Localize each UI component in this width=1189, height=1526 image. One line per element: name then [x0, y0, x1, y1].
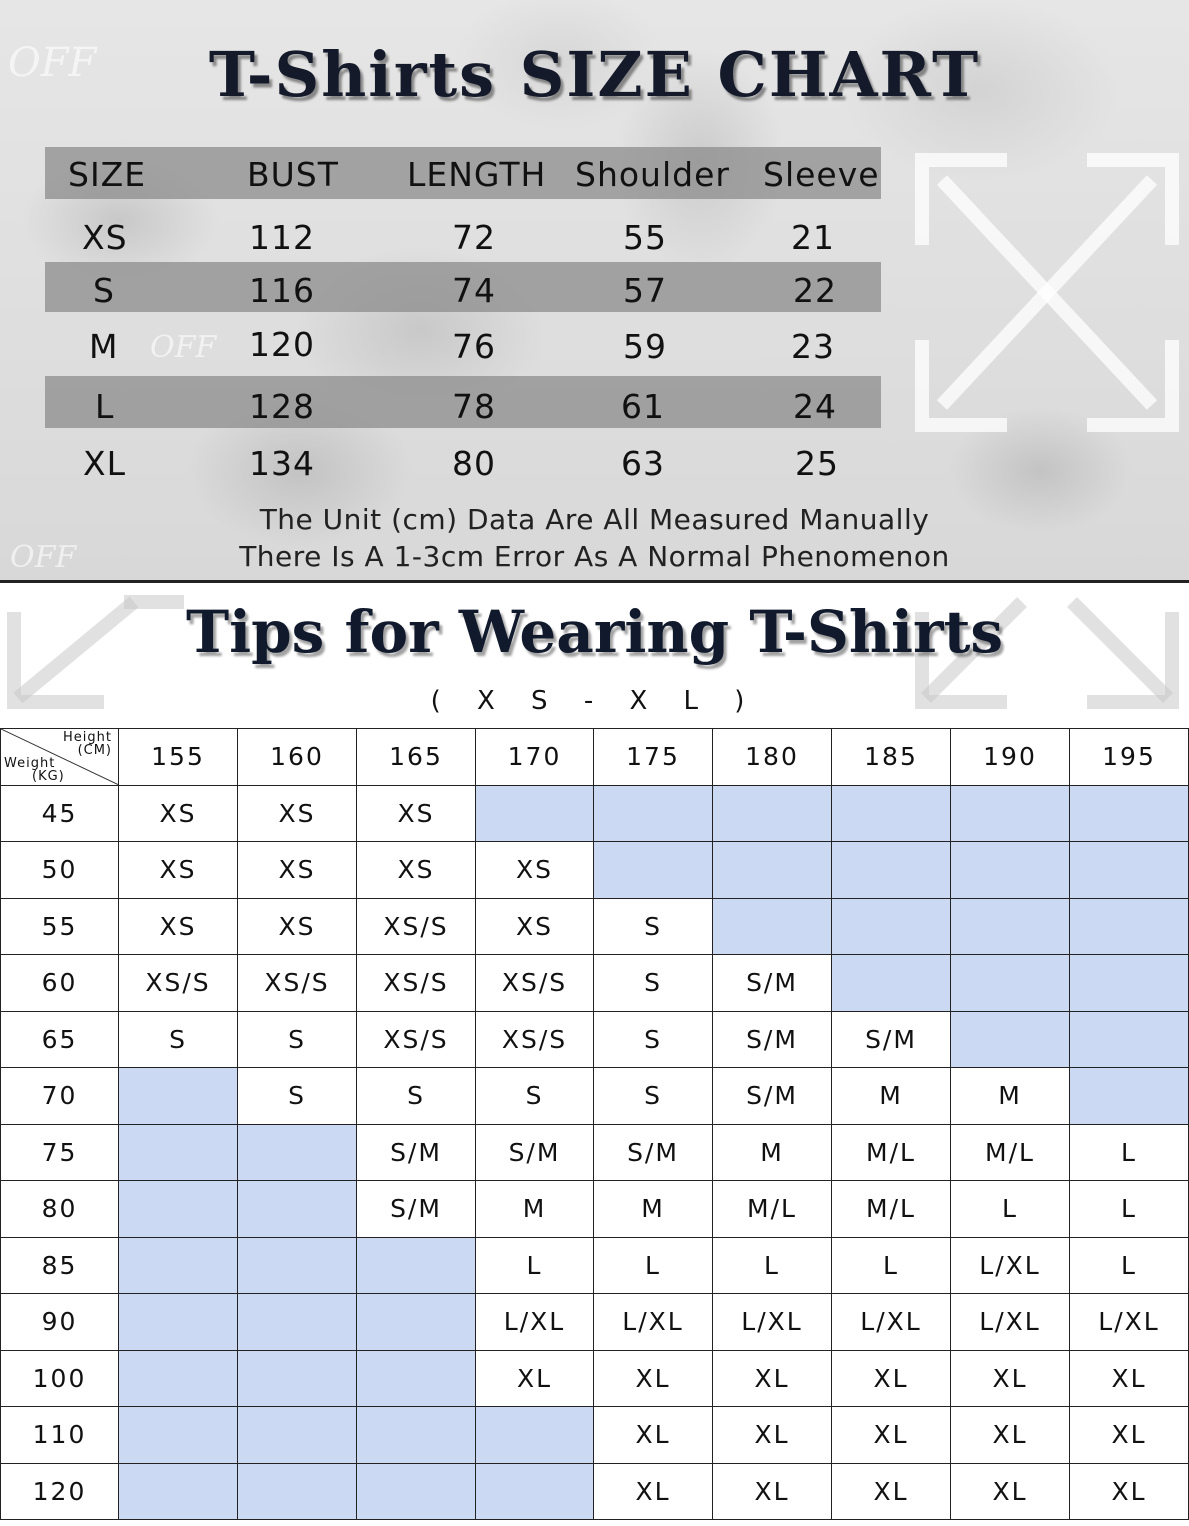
empty-cell: [951, 1011, 1070, 1068]
weight-cell: 120: [1, 1463, 119, 1520]
size-cell: L: [1070, 1237, 1189, 1294]
size-cell: XS: [238, 842, 357, 899]
size-cell: XL: [594, 1463, 713, 1520]
weight-cell: 45: [1, 785, 119, 842]
corner-weight-unit: (KG): [32, 768, 65, 784]
table-row: [1, 1350, 1189, 1407]
empty-cell: [832, 842, 951, 899]
size-cell: XS/S: [357, 898, 476, 955]
bust-value: 112: [249, 218, 315, 257]
empty-cell: [832, 898, 951, 955]
size-cell: XS: [119, 785, 238, 842]
sleeve-value: 22: [793, 271, 837, 310]
weight-cell: 85: [1, 1237, 119, 1294]
size-cell: XS/S: [238, 955, 357, 1012]
header-size: SIZE: [68, 155, 147, 194]
size-cell: M/L: [713, 1181, 832, 1238]
size-label: L: [95, 387, 115, 426]
height-header-cell: 170: [476, 729, 594, 786]
size-cell: XS/S: [357, 1011, 476, 1068]
empty-cell: [1070, 1011, 1189, 1068]
empty-cell: [832, 955, 951, 1012]
header-shoulder: Shoulder: [575, 155, 730, 194]
size-cell: L: [713, 1237, 832, 1294]
empty-cell: [238, 1463, 357, 1520]
size-cell: XS: [238, 785, 357, 842]
size-cell: XS: [119, 898, 238, 955]
size-cell: M: [476, 1181, 594, 1238]
weight-cell: 110: [1, 1407, 119, 1464]
weight-cell: 90: [1, 1294, 119, 1351]
shoulder-value: 57: [623, 271, 667, 310]
size-cell: M: [594, 1181, 713, 1238]
empty-cell: [238, 1124, 357, 1181]
weight-cell: 55: [1, 898, 119, 955]
size-cell: XL: [594, 1350, 713, 1407]
measurement-note: The Unit (cm) Data Are All Measured Manually: [259, 503, 930, 536]
height-header-cell: 185: [832, 729, 951, 786]
empty-cell: [119, 1068, 238, 1125]
size-cell: L/XL: [594, 1294, 713, 1351]
height-header-cell: 195: [1070, 729, 1189, 786]
size-cell: S: [238, 1011, 357, 1068]
error-note: There Is A 1-3cm Error As A Normal Phenomenon: [239, 540, 950, 573]
weight-cell: 60: [1, 955, 119, 1012]
size-cell: S/M: [476, 1124, 594, 1181]
size-cell: XS/S: [357, 955, 476, 1012]
weight-cell: 65: [1, 1011, 119, 1068]
sleeve-value: 24: [793, 387, 837, 426]
size-cell: XL: [713, 1463, 832, 1520]
size-cell: XS/S: [476, 955, 594, 1012]
sleeve-value: 25: [795, 444, 839, 483]
size-cell: XL: [594, 1407, 713, 1464]
size-cell: M/L: [832, 1124, 951, 1181]
sleeve-value: 23: [791, 327, 835, 366]
shoulder-value: 63: [621, 444, 665, 483]
length-value: 74: [452, 271, 496, 310]
size-cell: L/XL: [832, 1294, 951, 1351]
empty-cell: [357, 1463, 476, 1520]
size-cell: L/XL: [951, 1294, 1070, 1351]
size-cell: L/XL: [476, 1294, 594, 1351]
size-range: ( X S - X L ): [430, 686, 759, 716]
empty-cell: [951, 898, 1070, 955]
corner-height-unit: (CM): [77, 743, 112, 758]
empty-cell: [951, 842, 1070, 899]
empty-cell: [1070, 955, 1189, 1012]
height-header-cell: 155: [119, 729, 238, 786]
size-cell: XL: [1070, 1350, 1189, 1407]
empty-cell: [357, 1294, 476, 1351]
size-cell: XS/S: [119, 955, 238, 1012]
height-header-cell: 160: [238, 729, 357, 786]
tips-title: Tips for Wearing T-Shirts: [185, 598, 1004, 666]
empty-cell: [119, 1181, 238, 1238]
size-label: XS: [82, 218, 128, 257]
empty-cell: [832, 785, 951, 842]
weight-cell: 70: [1, 1068, 119, 1125]
size-cell: M: [713, 1124, 832, 1181]
size-cell: XL: [476, 1350, 594, 1407]
empty-cell: [357, 1350, 476, 1407]
corner-height: [63, 731, 112, 757]
size-cell: M: [832, 1068, 951, 1125]
size-cell: L/XL: [713, 1294, 832, 1351]
size-cell: XL: [832, 1463, 951, 1520]
empty-cell: [238, 1350, 357, 1407]
empty-cell: [476, 785, 594, 842]
size-cell: XS: [238, 898, 357, 955]
size-cell: L: [1070, 1181, 1189, 1238]
size-label: M: [89, 327, 119, 366]
page-title: T-Shirts SIZE CHART: [208, 38, 981, 111]
size-cell: L: [476, 1237, 594, 1294]
size-cell: S/M: [594, 1124, 713, 1181]
length-value: 80: [452, 444, 496, 483]
bust-value: 116: [249, 271, 315, 310]
sleeve-value: 21: [791, 218, 835, 257]
size-cell: XS: [357, 842, 476, 899]
size-label: S: [93, 271, 115, 310]
watermark-logo: OFF: [150, 330, 217, 365]
size-cell: L/XL: [951, 1237, 1070, 1294]
cross-arrows-logo-icon: [912, 150, 1182, 435]
size-cell: M/L: [951, 1124, 1070, 1181]
table-row: [1, 1237, 1189, 1294]
table-row: [1, 842, 1189, 899]
size-cell: L: [951, 1181, 1070, 1238]
watermark-logo: OFF: [8, 40, 97, 86]
height-header-cell: 175: [594, 729, 713, 786]
empty-cell: [476, 1463, 594, 1520]
bust-value: 120: [249, 325, 315, 364]
weight-cell: 50: [1, 842, 119, 899]
corner-header: [1, 729, 119, 786]
size-cell: L: [1070, 1124, 1189, 1181]
size-cell: XS: [476, 842, 594, 899]
empty-cell: [119, 1350, 238, 1407]
empty-cell: [713, 842, 832, 899]
length-value: 72: [452, 218, 496, 257]
size-cell: S/M: [713, 1011, 832, 1068]
bust-value: 128: [249, 387, 315, 426]
length-value: 76: [452, 327, 496, 366]
empty-cell: [476, 1407, 594, 1464]
size-cell: XL: [1070, 1463, 1189, 1520]
table-row: [1, 898, 1189, 955]
height-header-cell: 190: [951, 729, 1070, 786]
height-header-cell: 180: [713, 729, 832, 786]
size-cell: M/L: [832, 1181, 951, 1238]
empty-cell: [119, 1294, 238, 1351]
empty-cell: [713, 898, 832, 955]
table-row: [1, 1181, 1189, 1238]
size-cell: S/M: [713, 955, 832, 1012]
size-cell: S: [594, 955, 713, 1012]
size-cell: S: [594, 1068, 713, 1125]
corner-height-label: Height: [63, 730, 112, 745]
empty-cell: [238, 1407, 357, 1464]
size-cell: S/M: [832, 1011, 951, 1068]
size-cell: L/XL: [1070, 1294, 1189, 1351]
header-sleeve: Sleeve: [763, 155, 880, 194]
table-row: [1, 1068, 1189, 1125]
section-divider: [0, 580, 1189, 583]
table-row: [1, 1463, 1189, 1520]
size-cell: S: [357, 1068, 476, 1125]
table-row: [1, 1011, 1189, 1068]
size-cell: XS: [357, 785, 476, 842]
empty-cell: [238, 1181, 357, 1238]
length-value: 78: [452, 387, 496, 426]
empty-cell: [594, 785, 713, 842]
table-row: [1, 1124, 1189, 1181]
size-chart-section: [0, 0, 1189, 582]
size-cell: S: [238, 1068, 357, 1125]
size-cell: S: [594, 1011, 713, 1068]
size-cell: XL: [713, 1407, 832, 1464]
watermark-logo: OFF: [10, 540, 77, 575]
empty-cell: [1070, 842, 1189, 899]
shoulder-value: 55: [623, 218, 667, 257]
corner-weight: [4, 757, 65, 783]
table-row: [1, 785, 1189, 842]
empty-cell: [713, 785, 832, 842]
header-length: LENGTH: [407, 155, 547, 194]
height-header-cell: 165: [357, 729, 476, 786]
size-cell: XS: [476, 898, 594, 955]
size-cell: XL: [713, 1350, 832, 1407]
table-row: [1, 955, 1189, 1012]
size-cell: L: [832, 1237, 951, 1294]
size-cell: XL: [951, 1463, 1070, 1520]
size-cell: XL: [951, 1350, 1070, 1407]
empty-cell: [238, 1294, 357, 1351]
size-cell: S/M: [357, 1181, 476, 1238]
size-cell: S: [476, 1068, 594, 1125]
empty-cell: [1070, 1068, 1189, 1125]
size-cell: S/M: [357, 1124, 476, 1181]
empty-cell: [1070, 898, 1189, 955]
empty-cell: [119, 1237, 238, 1294]
size-cell: L: [594, 1237, 713, 1294]
empty-cell: [119, 1124, 238, 1181]
size-cell: XL: [832, 1407, 951, 1464]
bust-value: 134: [249, 444, 315, 483]
empty-cell: [119, 1463, 238, 1520]
size-recommendation-table: [0, 728, 1189, 1520]
table-row: [1, 1294, 1189, 1351]
table-row: [1, 1407, 1189, 1464]
weight-cell: 75: [1, 1124, 119, 1181]
size-cell: S: [119, 1011, 238, 1068]
empty-cell: [119, 1407, 238, 1464]
empty-cell: [357, 1237, 476, 1294]
size-cell: XS/S: [476, 1011, 594, 1068]
size-cell: XS: [119, 842, 238, 899]
size-cell: XL: [951, 1407, 1070, 1464]
empty-cell: [238, 1237, 357, 1294]
empty-cell: [357, 1407, 476, 1464]
size-cell: S/M: [713, 1068, 832, 1125]
empty-cell: [594, 842, 713, 899]
size-cell: M: [951, 1068, 1070, 1125]
header-bust: BUST: [247, 155, 339, 194]
empty-cell: [951, 785, 1070, 842]
weight-cell: 80: [1, 1181, 119, 1238]
shoulder-value: 61: [621, 387, 665, 426]
size-cell: S: [594, 898, 713, 955]
weight-cell: 100: [1, 1350, 119, 1407]
size-cell: XL: [832, 1350, 951, 1407]
height-header-row: [1, 729, 1189, 786]
size-cell: XL: [1070, 1407, 1189, 1464]
shoulder-value: 59: [623, 327, 667, 366]
corner-weight-label: Weight: [4, 755, 56, 771]
empty-cell: [951, 955, 1070, 1012]
size-label: XL: [83, 444, 126, 483]
empty-cell: [1070, 785, 1189, 842]
